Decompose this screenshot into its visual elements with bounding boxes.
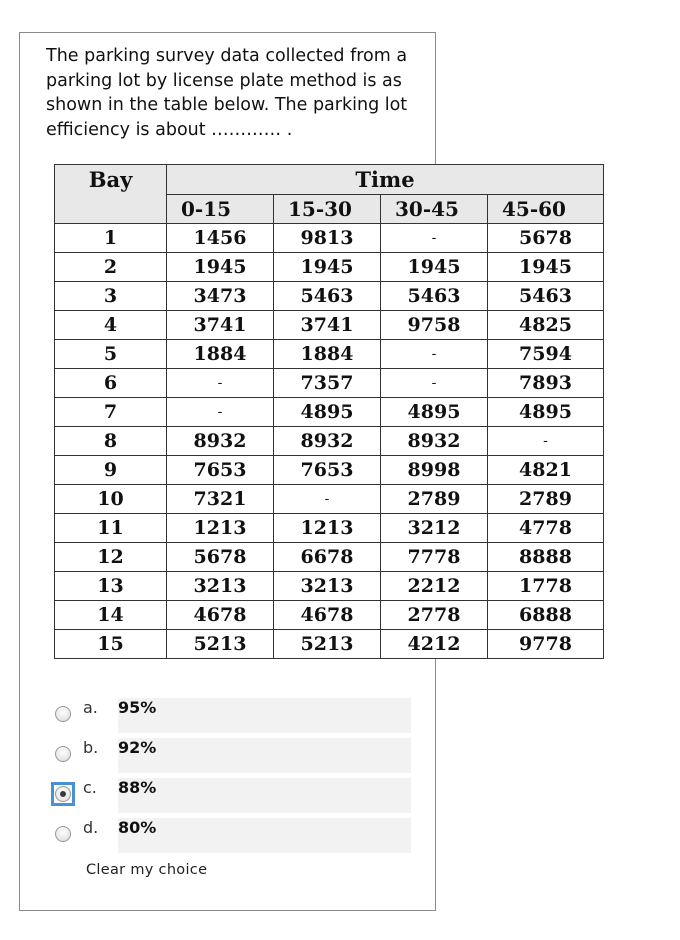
time-cell: - xyxy=(488,427,604,456)
table-row xyxy=(55,311,604,340)
time-cell: 1945 xyxy=(488,253,604,282)
time-cell: 9778 xyxy=(488,630,604,659)
table-row xyxy=(55,601,604,630)
option-text: 92% xyxy=(118,738,157,757)
interval-header: 30-45 xyxy=(381,195,488,224)
time-cell: 3213 xyxy=(274,572,381,601)
table-row xyxy=(55,398,604,427)
radio-button[interactable] xyxy=(55,786,71,802)
time-cell: 9758 xyxy=(381,311,488,340)
bay-cell: 9 xyxy=(55,456,167,485)
time-cell: 3741 xyxy=(167,311,274,340)
table-row xyxy=(55,456,604,485)
time-cell: 7893 xyxy=(488,369,604,398)
time-cell: 3741 xyxy=(274,311,381,340)
time-cell: 1884 xyxy=(274,340,381,369)
time-cell: 5213 xyxy=(167,630,274,659)
time-cell: 1213 xyxy=(274,514,381,543)
answer-box[interactable] xyxy=(118,778,411,813)
time-cell: 4678 xyxy=(167,601,274,630)
interval-header: 15-30 xyxy=(274,195,381,224)
time-cell: 8998 xyxy=(381,456,488,485)
time-cell: - xyxy=(167,369,274,398)
option-b[interactable] xyxy=(50,738,420,774)
time-cell: 7357 xyxy=(274,369,381,398)
time-cell: 4895 xyxy=(488,398,604,427)
time-cell: 2789 xyxy=(381,485,488,514)
time-cell: 6678 xyxy=(274,543,381,572)
time-cell: 8932 xyxy=(167,427,274,456)
bay-cell: 3 xyxy=(55,282,167,311)
time-cell: 4778 xyxy=(488,514,604,543)
time-cell: 7321 xyxy=(167,485,274,514)
table-row xyxy=(55,253,604,282)
time-cell: 5678 xyxy=(167,543,274,572)
table-row xyxy=(55,340,604,369)
time-cell: - xyxy=(381,369,488,398)
option-a[interactable] xyxy=(50,698,420,734)
table-row xyxy=(55,427,604,456)
time-cell: 5678 xyxy=(488,224,604,253)
time-cell: 9813 xyxy=(274,224,381,253)
time-cell: 7653 xyxy=(274,456,381,485)
time-cell: 5463 xyxy=(488,282,604,311)
time-cell: - xyxy=(381,224,488,253)
question-text: The parking survey data collected from a parking lot by license plate method is as shown in the table below. The parking lot efficiency is about ………… . xyxy=(46,46,408,140)
time-cell: 4678 xyxy=(274,601,381,630)
time-cell: 5463 xyxy=(381,282,488,311)
table-row xyxy=(55,485,604,514)
bay-cell: 15 xyxy=(55,630,167,659)
bay-cell: 10 xyxy=(55,485,167,514)
time-cell: 7653 xyxy=(167,456,274,485)
bay-cell: 11 xyxy=(55,514,167,543)
option-letter: d. xyxy=(83,818,99,837)
time-cell: 4212 xyxy=(381,630,488,659)
time-cell: 4825 xyxy=(488,311,604,340)
time-cell: 5463 xyxy=(274,282,381,311)
interval-header: 0-15 xyxy=(167,195,274,224)
time-cell: 7778 xyxy=(381,543,488,572)
table-row xyxy=(55,514,604,543)
time-cell: 2778 xyxy=(381,601,488,630)
bay-cell: 8 xyxy=(55,427,167,456)
clear-choice-link[interactable]: Clear my choice xyxy=(86,862,208,878)
time-cell: - xyxy=(381,340,488,369)
radio-button[interactable] xyxy=(55,706,71,722)
time-cell: 1778 xyxy=(488,572,604,601)
time-cell: 8932 xyxy=(274,427,381,456)
bay-cell: 13 xyxy=(55,572,167,601)
time-cell: 4895 xyxy=(274,398,381,427)
time-cell: 1945 xyxy=(381,253,488,282)
bay-cell: 6 xyxy=(55,369,167,398)
table-row xyxy=(55,369,604,398)
time-cell: 2212 xyxy=(381,572,488,601)
time-cell: 3213 xyxy=(167,572,274,601)
time-cell: 5213 xyxy=(274,630,381,659)
table-row xyxy=(55,282,604,311)
option-text: 95% xyxy=(118,698,157,717)
option-d[interactable] xyxy=(50,818,420,854)
option-letter: a. xyxy=(83,698,98,717)
bay-cell: 1 xyxy=(55,224,167,253)
radio-button[interactable] xyxy=(55,826,71,842)
time-cell: 1213 xyxy=(167,514,274,543)
time-cell: - xyxy=(167,398,274,427)
option-letter: b. xyxy=(83,738,99,757)
bay-cell: 7 xyxy=(55,398,167,427)
bay-cell: 14 xyxy=(55,601,167,630)
time-cell: 2789 xyxy=(488,485,604,514)
radio-button[interactable] xyxy=(55,746,71,762)
time-cell: 1456 xyxy=(167,224,274,253)
table-row xyxy=(55,572,604,601)
time-cell: - xyxy=(274,485,381,514)
option-letter: c. xyxy=(83,778,97,797)
bay-cell: 4 xyxy=(55,311,167,340)
table-row xyxy=(55,630,604,659)
parking-table-image xyxy=(54,164,603,658)
time-cell: 8932 xyxy=(381,427,488,456)
time-cell: 3212 xyxy=(381,514,488,543)
time-cell: 1884 xyxy=(167,340,274,369)
bay-cell: 2 xyxy=(55,253,167,282)
time-cell: 7594 xyxy=(488,340,604,369)
option-text: 88% xyxy=(118,778,157,797)
time-cell: 1945 xyxy=(274,253,381,282)
time-cell: 3473 xyxy=(167,282,274,311)
bay-cell: 5 xyxy=(55,340,167,369)
time-cell: 4895 xyxy=(381,398,488,427)
bay-cell: 12 xyxy=(55,543,167,572)
interval-header: 45-60 xyxy=(488,195,604,224)
time-cell: 1945 xyxy=(167,253,274,282)
time-cell: 8888 xyxy=(488,543,604,572)
time-cell: 6888 xyxy=(488,601,604,630)
table-row xyxy=(55,224,604,253)
answer-box[interactable] xyxy=(118,698,411,733)
answer-box[interactable] xyxy=(118,738,411,773)
option-c[interactable] xyxy=(50,778,420,814)
answer-box[interactable] xyxy=(118,818,411,853)
radio-selected-dot xyxy=(60,791,66,797)
time-cell: 4821 xyxy=(488,456,604,485)
option-text: 80% xyxy=(118,818,157,837)
parking-survey-table xyxy=(54,164,604,659)
table-row xyxy=(55,543,604,572)
bay-header: Bay xyxy=(55,165,167,224)
time-header: Time xyxy=(167,165,604,195)
